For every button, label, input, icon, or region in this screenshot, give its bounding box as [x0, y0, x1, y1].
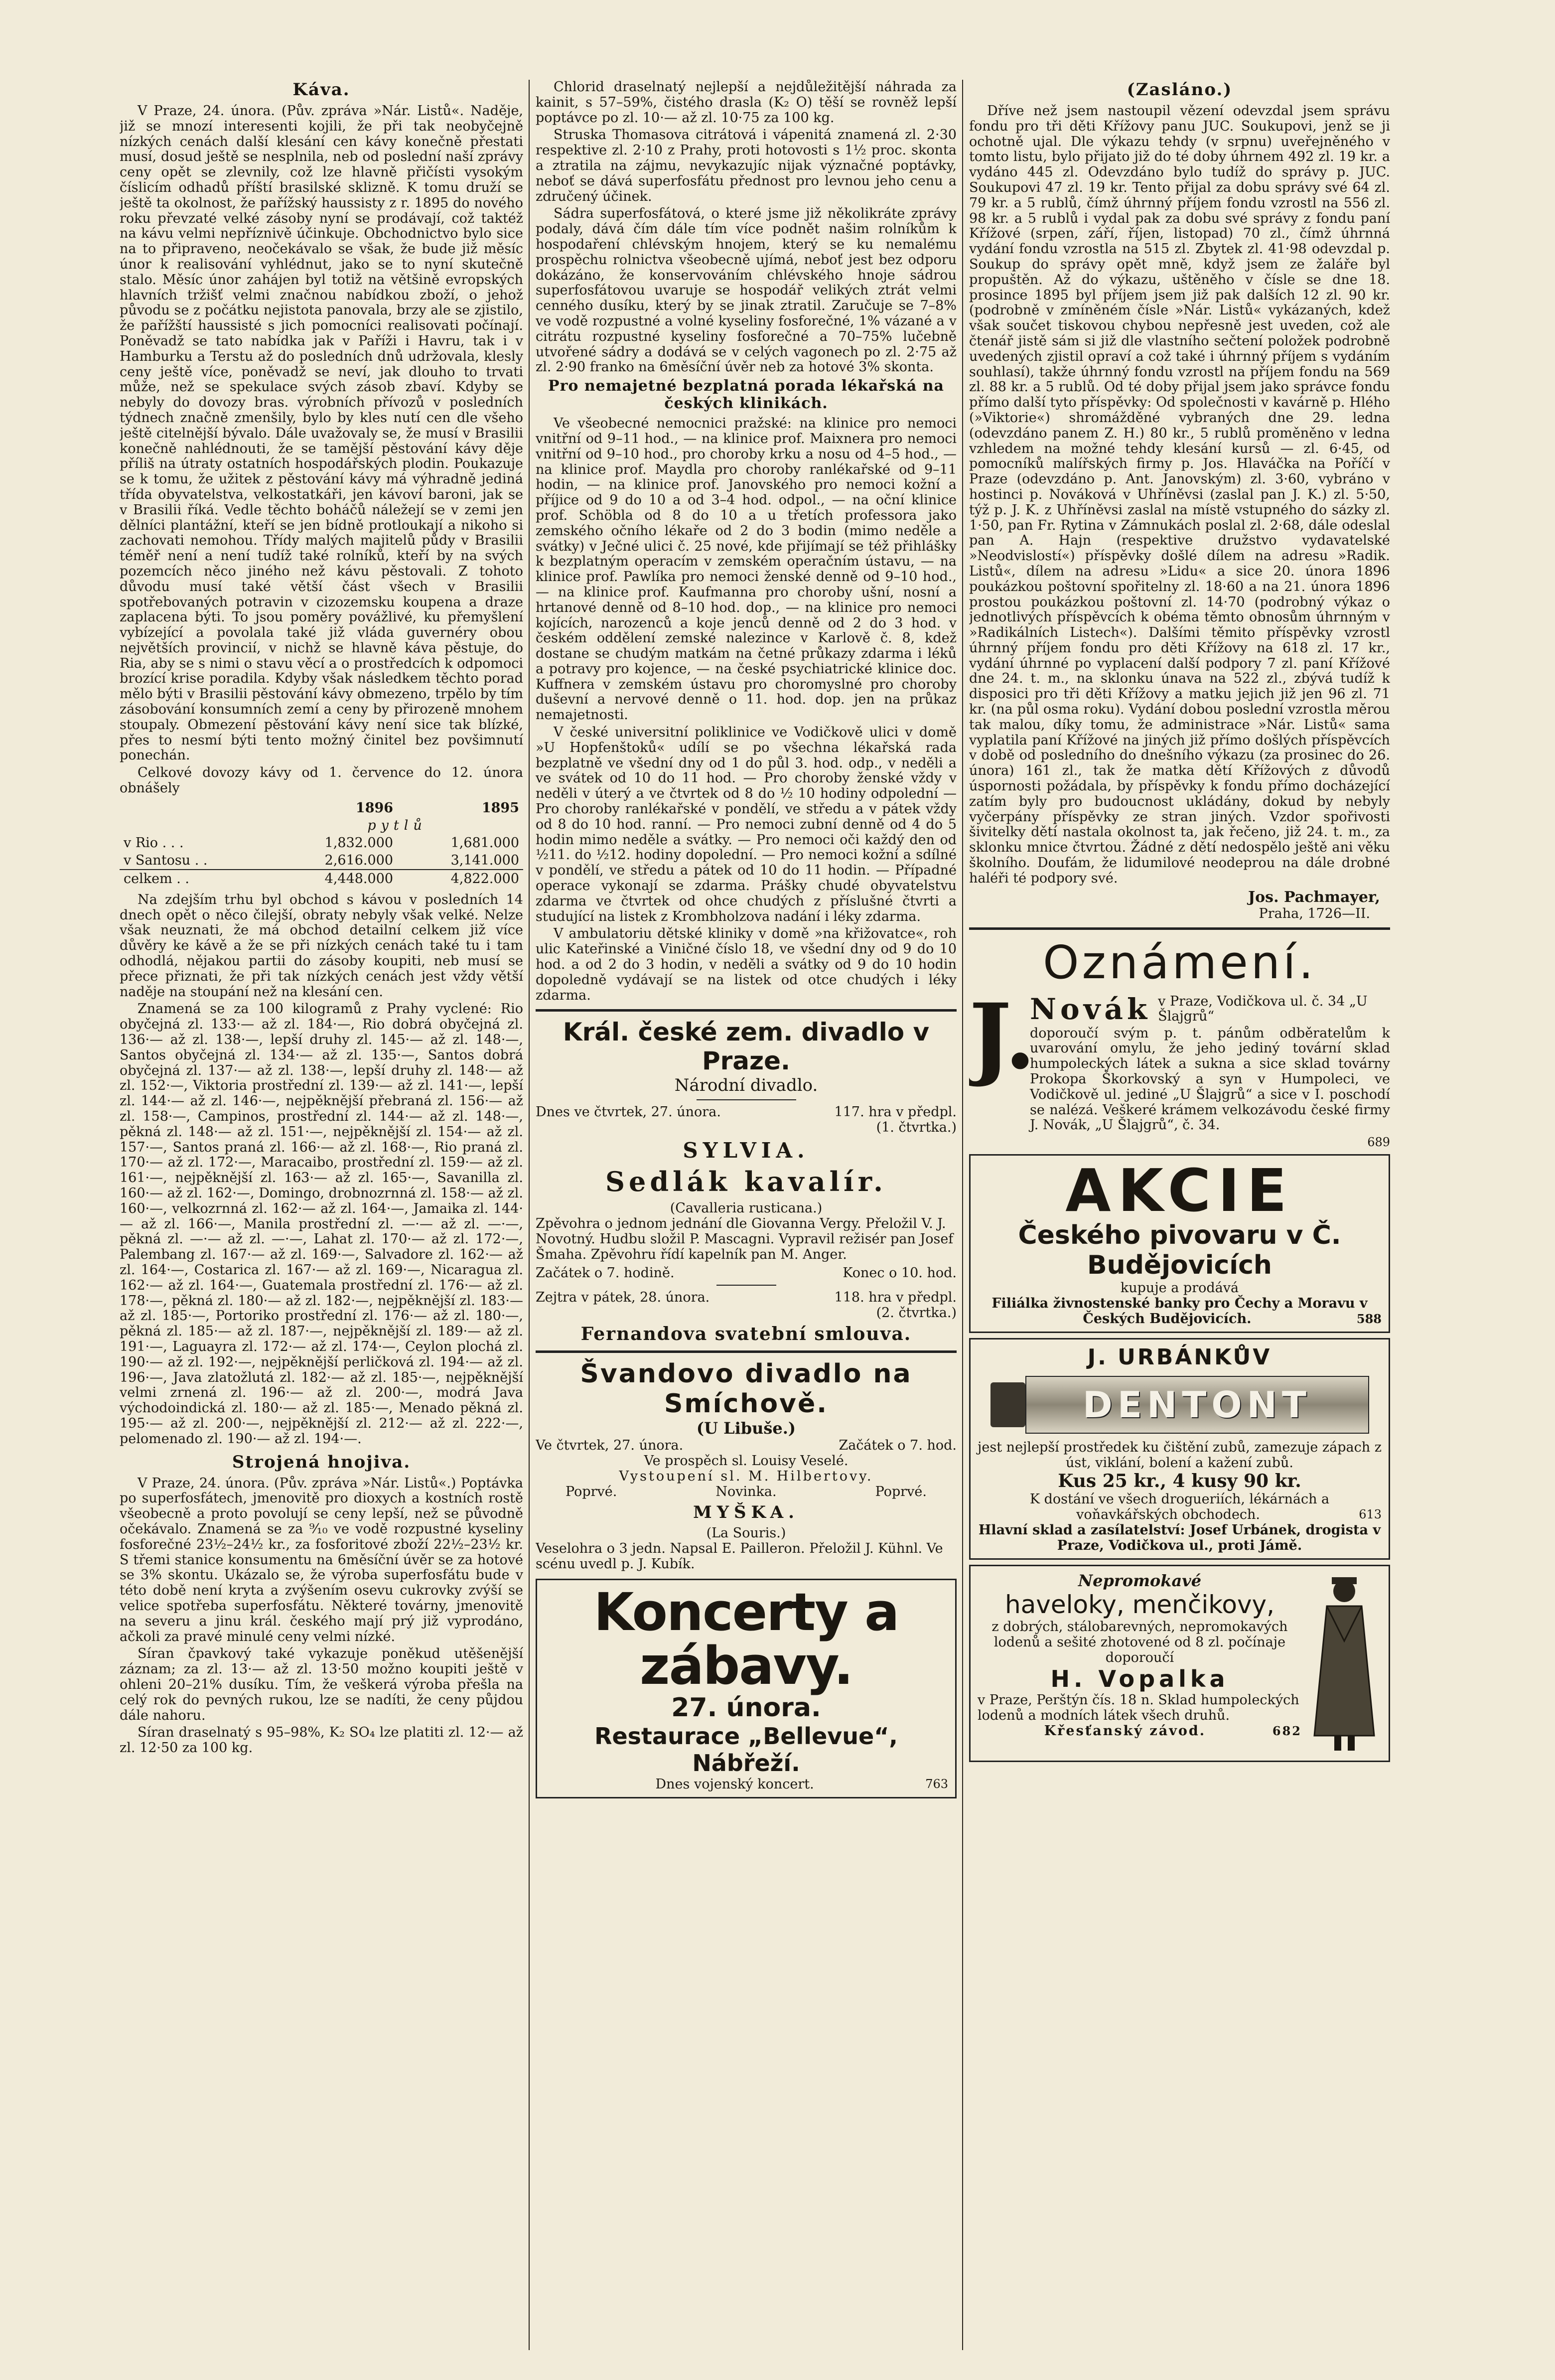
column-rule-2: [962, 80, 963, 2350]
performance-2-end: Konec o 10. hod.: [843, 1265, 957, 1281]
performance-3-cycle: (2. čtvrtka.): [876, 1305, 957, 1321]
performance-3-title: Fernandova svatební smlouva.: [580, 1324, 912, 1345]
novak-address: v Praze, Vodičkova ul. č. 34 „U Šlajgrů“: [1158, 993, 1368, 1024]
havelok-title: haveloky, menčikovy,: [1004, 1590, 1275, 1620]
free-medical-advice-heading: Pro nemajetné bezplatná porada lékařská na českých klinikách.: [548, 377, 944, 413]
performance-1-number: 117. hra v předpl.: [834, 1104, 957, 1120]
coffee-report-paragraph: V Praze, 24. února. (Pův. zpráva »Nár. Listů«. Naděje, již se mnozí interesenti kojili, že při tak neobyčejně nízkých cenách další klesání cen kávy konečně přestati musí, dosud ještě se nesplnila, neb od poslední naší zprávy ceny opět se zlevnily, což lze hlavně přičísti vysokým číslicím odhadů příští brasilské sklizně. K tomu druží se ještě ta okolnost, že pařížský haussisty z r. 1895 do nového roku převzaté velké zásoby nyní se prodávají, což taktéž na kávu velmi nepříznivě účinkuje. Obchodnictvo bylo sice na to připraveno, neočekávalo se však, že bude již měsíc únor k realisování vyhlédnut, jako se to nyní skutečně stalo. Měsíc únor zahájen byl totiž na většině evropských hlavních tržišť velmi značnou nabídkou zboží, o jehož původu se z počátku nejistota panovala, brzy ale se zjistilo, že pařížští haussisté s jich pomocníci realisovati počínají. Poněvadž se tato nabídka jak v Paříži i Havru, tak i v Hamburku a Terstu až do posledních dnů udržovala, klesly ceny ještě více, poněvadž se neví, jak dlouho to trvati může, než se spekulace svých zásob zbaví. Kdyby se nebyly do dovozy bras. výrobních přívozů v posledních týdnech značně zmenšily, bylo by kles nutí cen dle všeho ještě citelnější bývalo. Dále uvažovaly se, že musí v Brasilii konečně nahlédnouti, že se tamější pěstování kávy děje příliš na útraty ostatních hospodářských plodin. Poukazuje se k tomu, že užitek z pěstování kávy má výhradně jediná třída obyvatelstva, velkostatkáři, jen kávoví baroni, jak se v Brasilii říká. Vedle těchto boháčů náležejí se v zemi jen dělníci plantážní, kteří se jen bídně protloukají a nikoho si zachovati nemohou. Třídy malých majitelů půdy v Brasilii téměř není a není tudíž také rolníků, kteří by na svých pozemcích něco jiného než kávu pěstovali. Z tohoto důvodu musí také větší část všech v Brasilii spotřebovaných potravin v cizozemsku koupena a draze zaplacena býti. To jsou poměry povážlivé, ku přemyšlení vybízející a povolala také již vláda guvernéry obou největších provincií, v nichž se hlavně káva pěstuje, do Ria, aby se s nimi o stavu věcí a o prostředcích k odpomoci brozící krise poradila. Kdyby však následkem těchto porad mělo býti v Brasilii pěstování kávy obmezeno, trpělo by tím zásobování konsumních zemí a ceny by přirozeně mnohem stoupaly. Obmezení pěstování kávy není sice tak blízké, přes to nesmí býti tento možný činitel bez povšimnutí ponechán.: [120, 103, 523, 763]
dentont-brand: DENTONT: [1083, 1384, 1311, 1426]
dentont-availability-text: K dostání ve všech drogueriích, lékárnách a voňavkářských obchodech.: [1029, 1491, 1330, 1523]
svanda-label: Poprvé.: [875, 1484, 927, 1500]
table-header-blank: [120, 799, 271, 817]
table-header-year-1895: 1895: [481, 800, 519, 816]
table-cell: 4,822.000: [397, 870, 523, 888]
havelok-firm: H. Vopalka: [1050, 1665, 1229, 1693]
coffee-import-table: [120, 799, 523, 888]
fertilizer-paragraph-2: Síran čpavkový také vykazuje poněkud utěšenější záznam; za zl. 13·— až zl. 13·50 možno koupiti ještě v ohleni 20–21% dusíku. Tím, že veškerá výroba přešla na celý rok do pevných rukou, lze se nadíti, že ceny půjdou dále nahoru.: [120, 1646, 523, 1723]
concerts-description-text: Dnes vojenský koncert.: [655, 1777, 814, 1792]
akcie-heading: AKCIE: [1065, 1156, 1294, 1225]
dentont-maker: J. URBÁNKŮV: [1087, 1344, 1272, 1370]
table-cell: 1,681.000: [450, 835, 519, 851]
table-row: [120, 852, 523, 870]
section-divider: [536, 1350, 957, 1353]
section-divider: [969, 927, 1390, 930]
table-cell: 4,448.000: [271, 870, 397, 888]
havelok-address: v Praze, Perštýn čís. 18 n. Sklad humpoleckých lodenů a modních látek všech druhů.: [978, 1692, 1299, 1724]
dentont-depot: Hlavní sklad a zasílatelství: Josef Urbánek, drogista v Praze, Vodičkova ul., proti Jámě.: [978, 1522, 1381, 1554]
havelok-factory: [978, 1723, 1302, 1739]
novak-text: doporoučí svým p. t. pánům odběratelům k uvarování omylu, že jeho jediný tovární sklad humpoleckých látek a sukna a sice sklad továrny Prokopa Škorkovský a syn v Humpoleci, ve Vodičkově ul. jediné „U Šlajgrů“ a sice v I. poschodí se nalézá. Veškeré krámem velkozávodu české firmy J. Novák, „U Šlajgrů“, č. 34.: [1030, 1025, 1390, 1133]
clinic-hours-paragraph-2: V české universitní poliklinice ve Vodičkově ulici v domě »U Hopfenštoků« udílí se po všechna lékařská rada bezplatně ve všední dny od 1 do půl 3. hod. odp., v neděli a ve svátek od 10 do 11 hod. — Pro choroby ženské vždy v neděli v úterý a ve čtvrtek od 8 do ½ 10 hodiny odpolední — Pro choroby ranlékařské v pondělí, ve středu a v pátek vždy od 8 do 10 hod. ranní. — Pro nemoci zubní denně od 4 do 5 hodin mimo neděle a svátky. — Pro nemoci oči každý den od ½11. do ½12. hodiny dopolední. — Pro nemoci kožní a sdílné v pondělí, ve středu a pátek od 10 do 11 hodin. — Případné operace vykonají se zdarma. Prášky chudé obyvatelstvu zdarma ve čtvrtek od ohce chudých z příslušné čtvrti a studující na listek z Krombholzova nadání i léky zdarma.: [536, 725, 957, 924]
column-left: [120, 80, 523, 2350]
akcie-ad: [969, 1154, 1390, 1333]
table-row-label: v Rio . . .: [124, 835, 184, 851]
havelok-factory-text: Křesťanský závod.: [1044, 1723, 1206, 1739]
havelok-text: z dobrých, stálobarevných, nepromokavých lodenů a sešité zhotovené od 8 zl. počínaje doporoučí: [991, 1619, 1288, 1666]
table-sum-row: [120, 870, 523, 888]
akcie-buy-sell: kupuje a prodává: [1120, 1280, 1239, 1296]
national-theatre-subheading: Národní divadlo.: [674, 1075, 818, 1096]
performance-1-date: Dnes ve čtvrtek, 27. února.: [536, 1104, 721, 1120]
performance-1-title: SYLVIA.: [683, 1138, 810, 1163]
coffee-market-paragraph: Na zdejším trhu byl obchod s kávou v posledních 14 dnech opět o něco čilejší, obraty nebyly však velké. Nelze však neuznati, že má obchod detailní celkem již více důvěry ke kávě a že se při nízkých cenách také tu i tam odhodlá, nějakou partii do zásoby koupiti, neb musí se přece přiznati, že při tak nízkých cenách jest vždy větší naděje na stoupání než na klesání cen.: [120, 892, 523, 1000]
column-right: [969, 80, 1390, 2350]
svanda-theatre-heading: Švandovo divadlo na Smíchově.: [580, 1359, 912, 1419]
section-divider: [536, 1009, 957, 1012]
table-cell: 2,616.000: [324, 852, 394, 868]
performance-2-title: Sedlák kavalír.: [605, 1166, 887, 1198]
coffee-heading: Káva.: [292, 80, 350, 100]
svanda-label: Poprvé.: [565, 1484, 617, 1500]
national-theatre-heading: Král. české zem. divadlo v Praze.: [563, 1018, 930, 1076]
performance-3-date: Zejtra v pátek, 28. února.: [536, 1290, 710, 1306]
svanda-play-title: MYŠKA.: [693, 1502, 799, 1523]
performance-3-number: 118. hra v předpl.: [834, 1290, 957, 1306]
performance-1-cycle: (1. čtvrtka.): [876, 1120, 957, 1136]
novak-initial: J.: [969, 984, 1036, 1089]
akcie-bank-text: Filiálka živnostenské banky pro Čechy a Moravu v Českých Budějovicích.: [991, 1296, 1368, 1327]
table-row-label: celkem . .: [120, 870, 271, 888]
submitted-heading: (Zasláno.): [1127, 80, 1233, 100]
performance-2-subtitle: (Cavalleria rusticana.): [670, 1200, 823, 1216]
svanda-labels-row: [536, 1484, 957, 1499]
ad-number: 763: [925, 1777, 948, 1791]
dentont-price: Kus 25 kr., 4 kusy 90 kr.: [1058, 1471, 1301, 1492]
ad-number: 588: [1356, 1312, 1382, 1327]
table-cell: 1,832.000: [324, 835, 394, 851]
concerts-heading: Koncerty a zábavy.: [593, 1582, 899, 1697]
clinic-hours-paragraph-3: V ambulatoriu dětské kliniky v domě »na křižovatce«, roh ulic Kateřinské a Viničné číslo 18, ve všední dny od 9 do 10 hod. a od 2 do 3 hodin, v neděli a svátky od 9 do 10 hodin dopoledně vydávají se na listek od otce chudých i léky zdarma.: [536, 926, 957, 1003]
svanda-play-description: Veselohra o 3 jedn. Napsal E. Pailleron. Přeložil J. Kühnl. Ve scénu uvedl p. J. Kubík.: [536, 1541, 943, 1572]
concerts-description: [544, 1777, 948, 1792]
coffee-import-table-title: Celkové dovozy kávy od 1. července do 12. února obnášely: [120, 765, 523, 796]
concerts-box: [536, 1579, 957, 1798]
performance-3-row: [536, 1290, 957, 1305]
akcie-bank: [978, 1296, 1382, 1327]
performance-2-start: Začátek o 7. hodině.: [536, 1265, 675, 1281]
svanda-benefit: Ve prospěch sl. Louisy Veselé.: [644, 1453, 848, 1469]
performance-3-cycle-row: [536, 1305, 957, 1321]
svanda-guest: Vystoupení sl. M. Hilbertovy.: [619, 1469, 873, 1485]
tube-body: [1025, 1376, 1369, 1434]
fertilizer-heading: Strojená hnojiva.: [232, 1452, 411, 1472]
column-middle: [536, 80, 957, 2350]
toothpaste-tube-icon: [990, 1375, 1369, 1435]
table-header-year-1896: 1896: [355, 800, 394, 816]
column-rule-1: [529, 80, 530, 2350]
svanda-play-subtitle: (La Souris.): [706, 1525, 786, 1541]
performance-2-description: Zpěvohra o jednom jednání dle Giovanna Vergy. Přeložil V. J. Novotný. Hudbu složil P. Mascagni. Vypravil režisér pan Josef Šmaha. Zpěvohru řídí kapelník pan M. Anger.: [536, 1216, 954, 1263]
cloaked-man-icon: [1307, 1571, 1382, 1756]
svanda-date: Ve čtvrtek, 27. února.: [536, 1438, 684, 1454]
table-row: [120, 834, 523, 852]
svanda-date-row: [536, 1438, 957, 1453]
ad-number: 682: [1272, 1724, 1302, 1739]
table-unit: pytlů: [367, 817, 427, 833]
table-row-label: v Santosu . .: [124, 852, 208, 868]
table-cell: 3,141.000: [450, 852, 519, 868]
ad-number: 613: [1359, 1507, 1382, 1522]
tube-cap: [990, 1382, 1025, 1427]
submitted-letter-paragraph: Dříve než jsem nastoupil vězení odevzdal jsem správu fondu pro tři děti Křížovy panu JUC. Soukupovi, jenž se ji ochotně ujal. Dle výkazu tehdy (v srpnu) uveřejněného v tomto listu, bylo přijato již do té doby úhrnem 492 zl. 19 kr. a vydáno 445 zl. Odevzdáno bylo tudíž do správy p. JUC. Soukupovi 47 zl. 19 kr. Tento přijal za dobu správy své 64 zl. 79 kr. a 5 rublů, čímž úhrnný příjem fondu vzrostl na 556 zl. 98 kr. a 5 rublů i vydal pak za dobu své správy z fondu paní Křížové (srpen, září, říjen, listopad) 70 zl., čímž úhrnná vydání fondu vzrostla na 515 zl. Zbytek zl. 41·98 odevzdal p. Soukup do správy opět mně, když jsem ze žaláře byl propuštěn. Až do výkazu, uštěněho v čísle se dne 18. prosince 1895 byl příjem jsem již pak dalších 12 zl. 90 kr. (podrobně v zmíněném čísle »Nár. Listů« vykázaných, kdež však součet tiskovou chybou nepřesně jest uveden, což ale čtenář jistě sám si již dle vlastního sečtení položek podrobně uvedených zjistil opraví a což také i úhrnný příjem s vydáním souhlasí), takže úhrnný fondu vzrostl na příjem fondu na 569 zl. 88 kr. a 5 rublů. Od té doby přijal jsem jako správce fondu přímo další tyto příspěvky: Od společnosti v kavárně p. Hlého (»Viktorie«) shromážděné vybraných dne 29. ledna (odevzdáno panem Z. H.) 80 kr., 5 rublů proměněno v ledna vzhledem na možné tehdy klesání kursů — zl. 6·45, od pomocníků malířských firmy p. Jos. Hlaváčka na Poříčí v Praze (odevzdáno p. Ant. Janovským) zl. 3·60, vybráno v hostinci p. Nováková v Uhříněvsi (zaslal pan J. K.) zl. 5·50, týž p. J. K. z Uhříněvsi zaslal na místě vstupného do sázky zl. 1·50, pan Fr. Rytina v Zámnukách poslal zl. 2·68, dále odeslal pan A. Hajn (respektive družstvo vydavatelské »Neodvislostí«) příspěvky došlé dílem na adresu »Radik. Listů«, dílem na adresu »Lidu« a sice 20. února 1896 poukázkou poštovní spořitelny zl. 18·60 a na 21. února 1896 prostou poukázkou poštovní zl. 14·70 (podrobný výkaz o jednotlivých příspěvcích k obéma těmto obnosům úhrnným v »Radikálních Listech«). Dalšími těmito příspěvky vzrostl úhrnný příjem fondu pro děti Křížovy na 618 zl. 17 kr., vydání úhrnné po vyplacení další podpory 7 zl. paní Křížové dne 24. t. m., na sklonku únava na 522 zl., zbývá tudíž k disposici pro tři děti Křížovy a matku jejich již jen 96 zl. 71 kr. (na půl osma roku). Vydání dobou poslední vzrostla měrou tak malou, díky tomu, že administrace »Nár. Listů« sama vyplatila paní Křížové na jiných již přímo došlých příspěvcích v době od posledního do dnešního výkazu (za prosinec do 26. února) 161 zl., tak že matka dětí Křížových z důvodů úspornosti požádala, by příspěvky k fondu přímo docházející zatím byly pro budoucnost ukládány, dokud by nebyly vyčerpány příspěvky ze stran jiných. Vzdor spořivosti šivitelky dětí nastala okolnost ta, jak řečeno, již 24. t. m., za sklonku mnice čtvrtou. Žádné z dětí nedospělo ještě ani věku školního. Doufám, že lidumilové neodeprou na dále drobné haléři té podpory své.: [969, 103, 1390, 886]
letter-signature-address: Praha, 1726—II.: [1259, 905, 1370, 921]
concerts-date: 27. února.: [671, 1693, 821, 1723]
short-divider: [697, 1099, 796, 1100]
letter-signature: Jos. Pachmayer,: [1248, 888, 1380, 906]
performance-2-time-row: [536, 1265, 957, 1281]
dentont-ad: [969, 1338, 1390, 1560]
svanda-start: Začátek o 7. hod.: [839, 1438, 957, 1454]
thomas-slag-paragraph: Struska Thomasova citrátová i vápenitá znamená zl. 2·30 respektive zl. 2·10 z Prahy, proti hotovosti s 1½ proc. skonta a ztratila na zájmu, nevykazujíc nijak význačné poptávky, neboť se dává superfosfátu přednost pro levnou jeho cenu a zdručený účinek.: [536, 127, 957, 204]
fertilizer-paragraph-1: V Praze, 24. února. (Pův. zpráva »Nár. Listů«.) Poptávka po superfosfátech, jmenovitě pro dioxych a kostních rostě všeobecně a proto povolují se ceny lepší, než se původně očekávalo. Znamená se za ⁹⁄₁₀ ve vodě rozpustné kyseliny fosforečné 23¹⁄₂–24¹⁄₂ kr., za fosforitové zboží 22¹⁄₂–23¹⁄₂ kr. S třemi stanice konsumentu na 6měsíční úvěr se za hotové se 3% skontu. Ukázalo se, že výroba superfosfátu bude v této době není kryta a zvýšením osevu cukrovky zvýší se velice spotřeba superfosfátu. Některé továrny, jmenovitě na severu a jinu král. českého mají prý již vyprodáno, ačkoli za pravé minulé ceny velmi nízké.: [120, 1475, 523, 1644]
ad-number: 689: [1367, 1135, 1390, 1150]
dentont-description: jest nejlepší prostředek ku čištění zubů, zamezuje zápach z úst, viklání, bolení a kažení zubů.: [978, 1440, 1382, 1471]
clinic-hours-paragraph-1: Ve všeobecné nemocnici pražské: na klinice pro nemoci vnitřní od 9–11 hod., — na klinice prof. Maixnera pro nemoci vnitřní od 9–10 hod., pro choroby krku a nosu od 4–5 hod., — na klinice prof. Maydla pro choroby ranlékařské od 9–11 hodin, — na klinice prof. Janovského pro nemoci kožní a příjice od 9 do 10 a od 3–4 hod. odpol., — na oční klinice prof. Schöbla od 8 do 10 a u třetích professora jako zemského očního lékaře od 2 do 3 bodin (mimo neděle a svátky) v Ječné ulici č. 25 nové, kde přijímají se též přihlášky k bezplatným operacím v zemském operačním ústavu, — na klinice prof. Pawlíka pro nemoci ženské denně od 9–10 hod., — na klinice prof. Kaufmanna pro choroby ušní, nosní a hrtanové denně od 8–10 hod. dop., — na klinice pro nemoci kojících, narozenců a koje jenců denně od 2 do 3 hod. v českém oddělení zemské nalezince v Karlově č. 8, kdež dostane se chudým matkám na četné průkazy zdarma i léků a potravy pro kojence, — na české psychiatrické klinice doc. Kuffnera v zemském ústavu pro choromyslné pro choroby duševní a nervové denně o 11. hod. dop. jen na průkaz nemajetnosti.: [536, 416, 957, 723]
novak-ad: [969, 984, 1390, 1150]
performance-1-row: [536, 1104, 957, 1120]
havelok-heading: Nepromokavé: [1078, 1571, 1202, 1591]
performance-1-cycle-row: [536, 1120, 957, 1135]
potassium-chloride-paragraph: Chlorid draselnatý nejlepší a nejdůležitější náhrada za kainit, s 57–59%, čistého drasla (K₂ O) těší se rovněž lepší poptávce po zl. 10·— až zl. 10·75 za 100 kg.: [536, 80, 957, 126]
fertilizer-paragraph-3: Síran draselnatý s 95–98%, K₂ SO₄ lze platiti zl. 12·— až zl. 12·50 za 100 kg.: [120, 1725, 523, 1756]
concerts-venue: Restaurace „Bellevue“, Nábřeží.: [594, 1723, 898, 1777]
akcie-company: Českého pivovaru v Č. Budějovicích: [1018, 1220, 1341, 1281]
svanda-theatre-subheading: (U Libuše.): [696, 1419, 796, 1438]
dentont-availability: [978, 1491, 1382, 1522]
svanda-label: Novinka.: [715, 1484, 777, 1500]
havelok-ad: [969, 1565, 1390, 1762]
table-unit-blank: [120, 817, 271, 834]
announcement-heading: Oznámení.: [1043, 935, 1316, 989]
coffee-prices-paragraph: Znamená se za 100 kilogramů z Prahy vyclené: Rio obyčejná zl. 133·— až zl. 184·—, Rio dobrá obyčejná zl. 136·— až zl. 138·—, lepší druhy zl. 145·— až zl. 148·—, Santos obyčejná zl. 134·— až zl. 135·—, Santos dobrá obyčejná zl. 137·— až zl. 138·—, lepší druhy zl. 148·— až zl. 152·—, Viktoria prostřední zl. 139·— až zl. 141·—, lepší zl. 144·— až zl. 146·—, nejpěknější přebraná zl. 156·— až zl. 158·—, Campinos, prostřední zl. 144·— až zl. 148·—, pěkná zl. 148·— až zl. 151·—, nejpěknější zl. 154·— až zl. 157·—, Santos praná zl. 166·— až zl. 168·—, Rio praná zl. 170·— až zl. 172·—, Maracaibo, prostřední zl. 159·— až zl. 161·—, nejpěknější zl. 163·— až zl. 165·—, Savanilla zl. 160·— až zl. 162·—, Domingo, drobnozrnná zl. 158·— až zl. 160·—, velkozrnná zl. 162·— až zl. 164·—, Jamaika zl. 144·— až zl. 166·—, Manila prostřední zl. —·— až zl. —·—, pěkná zl. —·— až zl. —·—, Lahat zl. 170·— až zl. 172·—, Palembang zl. 167·— až zl. 169·—, Salvadore zl. 162·— až zl. 164·—, Costarica zl. 167·— až zl. 169·—, Nicaragua zl. 162·— až zl. 164·—, Guatemala prostřední zl. 176·— až zl. 178·—, pěkná zl. 180·— až zl. 182·—, nejpěknější zl. 183·— až zl. 185·—, Portoriko prostřední zl. 176·— až zl. 180·—, pěkná zl. 185·— až zl. 187·—, nejpěknější zl. 189·— až zl. 191·—, Laguayra zl. 172·— až zl. 174·—, Ceylon plochá zl. 190·— až zl. 192·—, nejpěknější perličková zl. 194·— až zl. 196·—, Java zlatožlutá zl. 182·— až zl. 185·—, nejpěknější velmi zrnená zl. 196·— až zl. 200·—, modrá Java východoindická zl. 180·— až zl. 185·—, Menado pěkná zl. 195·— až zl. 200·—, nejpěknější zl. 212·— až zl. 222·—, pelomenado zl. 190·— až zl. 194·—.: [120, 1001, 523, 1447]
gypsum-superphosphate-paragraph: Sádra superfosfátová, o které jsme již několikráte zprávy podaly, dává čím dále tím více podnět našim rolníkům k hospodaření chlévským hnojem, který se ku nemalému prospěchu rolnictva všeobecně ujímá, neboť jest bez odporu dokázáno, že konservováním chlévského hnoje sádrou superfosfátovou uvaruje se hospodář velikých ztrát velmi cenného dusíku, který by se jinak ztratil. Zaručuje se 7–8% ve vodě rozpustné a volné kyseliny fosforečné, 1% vázané a v citrátu rozpustné kyseliny fosforečné a 70–75% lučebně utvořené sádry a dodává se v celých vagonech po zl. 2·75 až zl. 2·90 franko na 6měsíční úvěr neb za hotové 3% skonta.: [536, 206, 957, 375]
novak-name: Novák: [1030, 992, 1151, 1026]
short-divider: [716, 1285, 776, 1286]
